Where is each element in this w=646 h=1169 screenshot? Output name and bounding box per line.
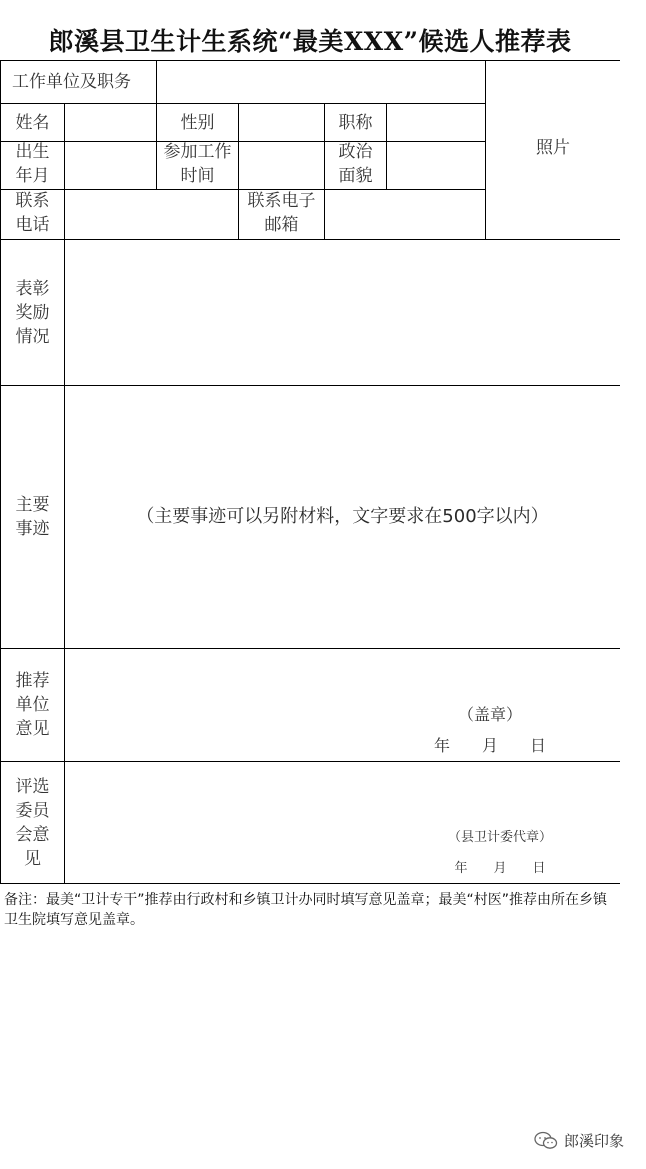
- label-recommend-opinion: 推荐 单位 意见: [15, 671, 50, 739]
- label-work-unit: 工作单位及职务: [12, 72, 131, 92]
- awards-field[interactable]: [65, 240, 620, 385]
- footnote: 备注：最美“卫计专干”推荐由行政村和乡镇卫计办同时填写意见盖章；最美“村医”推荐由所在乡镇卫生院填写意见盖章。: [4, 892, 608, 928]
- table-line: [0, 883, 620, 884]
- committee-seal-label: （县卫计委代章）: [447, 830, 552, 845]
- label-work-start: 参加工作 时间: [163, 142, 232, 186]
- label-awards: 表彰 奖励 情况: [15, 278, 50, 347]
- birth-date-field[interactable]: [65, 142, 156, 189]
- form-title: 郎溪县卫生计生系统“最美XXX”候选人推荐表: [48, 27, 572, 56]
- name-field[interactable]: [65, 104, 156, 141]
- label-committee-opinion: 评选 委员 会意 见: [15, 776, 50, 869]
- work-start-field[interactable]: [239, 142, 324, 189]
- watermark-text: 郎溪印象: [563, 1132, 624, 1150]
- label-job-title: 职称: [338, 112, 373, 133]
- recommend-seal-label: （盖章）: [457, 705, 522, 724]
- recommend-date-label: 年 月 日: [433, 736, 546, 755]
- committee-date-label: 年 月 日: [454, 861, 546, 876]
- label-birth-date: 出生 年月: [15, 142, 50, 186]
- label-name: 姓名: [15, 112, 50, 133]
- label-main-deeds: 主要 事迹: [15, 495, 50, 539]
- label-photo: 照片: [536, 138, 570, 158]
- main-deeds-field[interactable]: （主要事迹可以另附材料，文字要求在500字以内）: [136, 506, 549, 527]
- work-unit-field[interactable]: [157, 61, 485, 103]
- label-gender: 性别: [180, 112, 215, 133]
- political-status-field[interactable]: [387, 142, 485, 189]
- watermark: [534, 1130, 624, 1151]
- email-field[interactable]: [325, 190, 485, 239]
- label-phone: 联系 电话: [15, 191, 50, 235]
- job-title-field[interactable]: [387, 104, 485, 141]
- phone-field[interactable]: [65, 190, 238, 239]
- label-email: 联系电子 邮箱: [247, 191, 316, 235]
- gender-field[interactable]: [239, 104, 324, 141]
- wechat-icon: [534, 1131, 558, 1151]
- label-political-status: 政治 面貌: [338, 142, 373, 186]
